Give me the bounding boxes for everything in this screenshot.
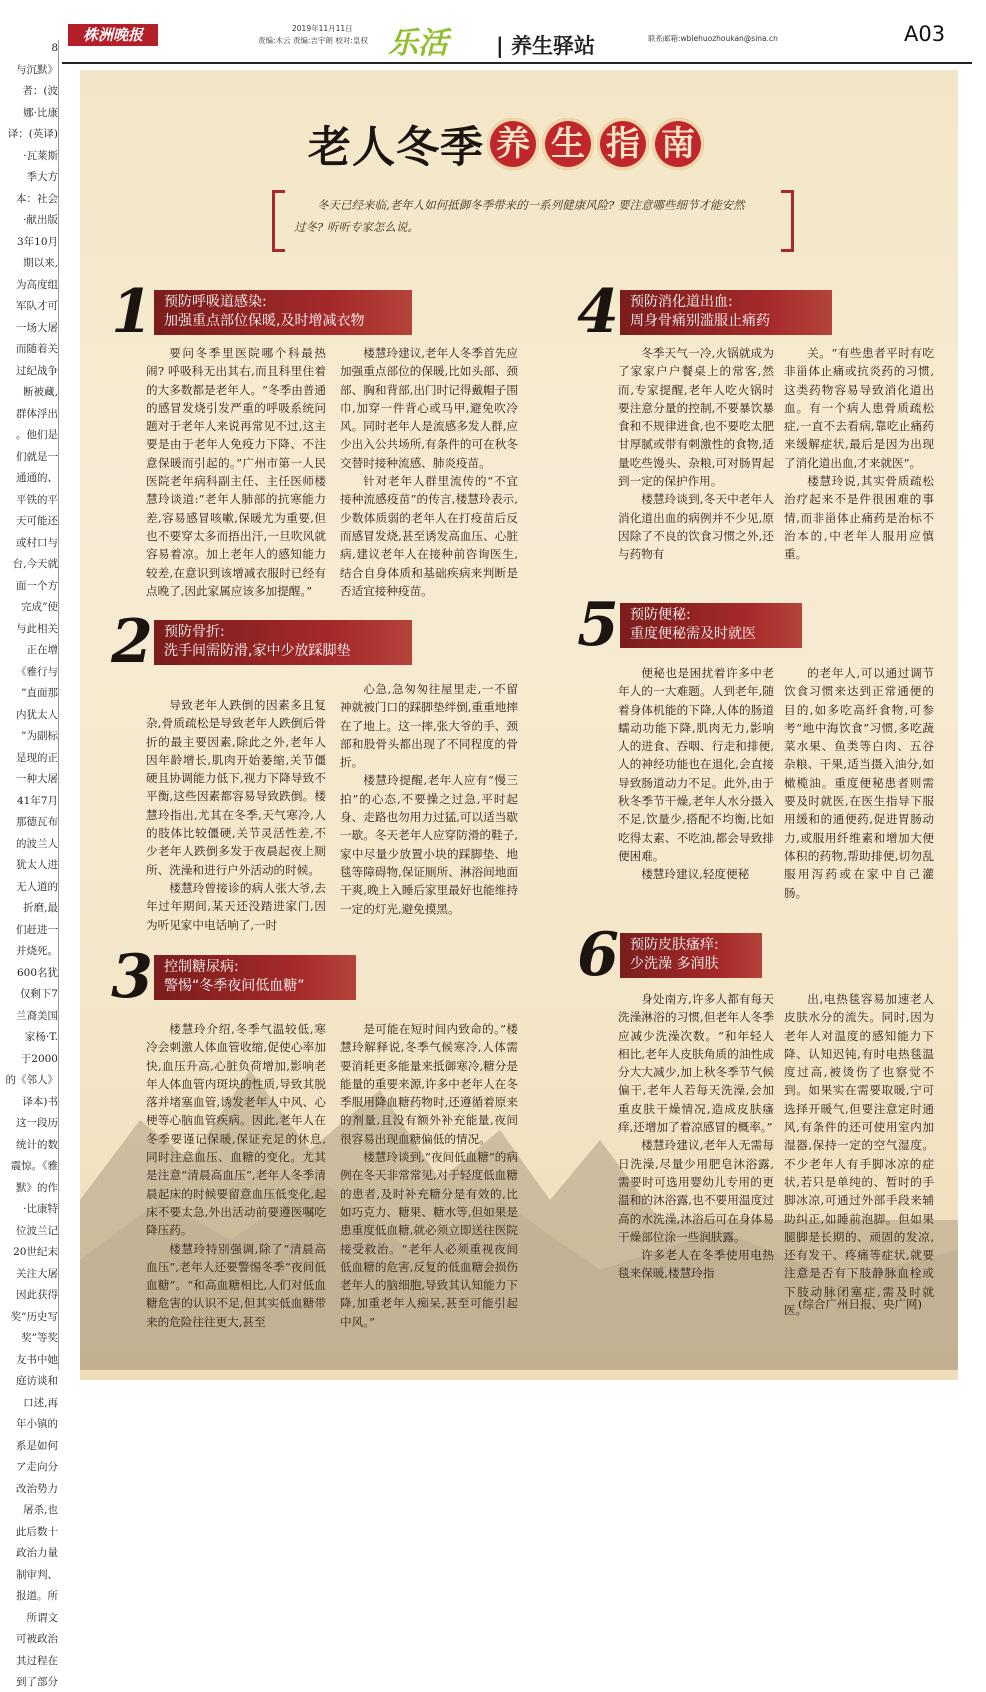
adjacent-page-line: 20世纪末: [13, 1246, 58, 1258]
source-credit: (综合广州日报、央广网): [798, 1297, 922, 1311]
section-title-box: [620, 603, 802, 648]
adjacent-page-line: 台,今天就: [12, 558, 58, 570]
body-paragraph: 楼慧玲曾接诊的病人张大爷,去年过年期间,某天还没踏进家门,因为听见家中电话响了,一时: [146, 880, 326, 932]
headline-seal-char: 南: [652, 118, 704, 170]
adjacent-page-line: 并烧死。: [16, 945, 58, 957]
adjacent-page-line: 面一个方: [16, 579, 58, 592]
section-title-box: [620, 933, 762, 978]
body-paragraph: 便秘也是困扰着许多中老年人的一大难题。人到老年,随着身体机能的下降,人体的肠道蠕动功能下降,肌肉无力,影响人的进食、吞咽、行走和排便,人的神经功能也在退化,会直接导致肠道动力不足。此外,由于秋冬季节干燥,老年人水分摄入不足,饮量少,搭配不均衡,比如吃得太素、不吃油,都会导致排便困难。: [618, 666, 774, 863]
adjacent-page-line: ア走向分: [16, 1461, 58, 1473]
section-subtitle: 加强重点部位保暖,及时增减衣物: [164, 312, 365, 329]
section-number: 6: [577, 920, 619, 990]
section-number: 1: [111, 277, 153, 347]
adjacent-page-line: 震惊。《雅: [10, 1160, 58, 1172]
adjacent-page-line: 可被政治: [16, 1633, 58, 1645]
section-number: 5: [577, 590, 619, 660]
section-number: 2: [111, 607, 153, 677]
section-title: 预防便秘:: [630, 606, 691, 623]
adjacent-page-line: 所谓文: [26, 1611, 58, 1624]
section-2-column-2: [340, 680, 518, 918]
body-paragraph: 楼慧玲说,其实骨质疏松治疗起来不是件很困难的事情,而非甾体止痛药是治标不治本的,中老年人服用应慎重。: [784, 474, 934, 562]
adjacent-page-line: 此后数十: [16, 1525, 58, 1538]
adjacent-page-line: 们就是一: [16, 450, 58, 463]
adjacent-page-line: 屠杀,也: [23, 1504, 58, 1516]
section-4-heading: [576, 277, 832, 347]
adjacent-page-line: 年小镇的: [16, 1418, 58, 1430]
adjacent-page-line: 制审判、: [16, 1568, 58, 1581]
newspaper-logo: 株洲晚报: [68, 24, 158, 46]
adjacent-page-line: 者：(波: [22, 85, 58, 97]
adjacent-page-line: 口述,再: [23, 1396, 58, 1409]
section-subtitle: 洗手间需防滑,家中少放踩脚垫: [164, 642, 351, 659]
section-3-column-2: [340, 1020, 518, 1331]
adjacent-page-line: 友书中她: [16, 1353, 58, 1366]
adjacent-page-line: 兰裔美国: [16, 1009, 58, 1022]
section-5-column-1: [618, 664, 774, 884]
adjacent-page-line: 默》的作: [16, 1181, 58, 1194]
adjacent-page-line: 。他们是: [16, 429, 58, 441]
adjacent-page-line: ”直面那: [21, 687, 58, 699]
adjacent-page-line: 而随着关: [16, 343, 58, 355]
adjacent-page-line: 通通的、: [16, 472, 58, 484]
adjacent-page-line: 正在增: [26, 644, 58, 656]
section-title-box: [154, 620, 412, 665]
adjacent-page-line: 期以来,: [23, 257, 58, 269]
section-subtitle: 警惕“冬季夜间低血糖”: [164, 977, 305, 994]
intro-lede: 冬天已经来临,老年人如何抵御冬季带来的一系列健康风险? 要注意哪些细节才能安然过冬? 听听专家怎么说。: [272, 194, 768, 244]
body-paragraph: 针对老年人群里流传的“不宜接种流感疫苗”的传言,楼慧玲表示,少数体质弱的老年人在打疫苗后反而感冒发烧,甚至诱发高血压、心脏病,建议老年人在接种前咨询医生,结合自身体质和基础疾病来判断是否适宜接种疫苗。: [340, 474, 518, 598]
body-paragraph: 楼慧玲建议,老年人无需每日洗澡,尽量少用肥皂沐浴露,需要时可选用婴幼儿专用的更温和的沐浴露,也不要用温度过高的水洗澡,沐浴后可在身体易干燥部位涂一些润肤露。: [618, 1138, 774, 1244]
body-paragraph: 楼慧玲特别强调,除了“清晨高血压”,老年人还要警惕冬季“夜间低血糖”。“和高血糖相比,人们对低血糖危害的认识不足,但其实低血糖带来的危险往往更大,甚至: [146, 1241, 326, 1329]
section-1-column-1: [146, 344, 326, 600]
headline-text: 老人冬季: [308, 122, 484, 173]
adjacent-page-line: 报道。所: [16, 1590, 58, 1602]
editor-credits: 责编:木云 责编:吉宇朗 校对:皇权: [258, 36, 368, 45]
adjacent-page-line: 的《邻人》: [5, 1074, 58, 1086]
body-paragraph: 楼慧玲谈到,冬天中老年人消化道出血的病例并不少见,原因除了不良的饮食习惯之外,还与药物有: [618, 492, 774, 562]
section-title: 预防消化道出血:: [630, 293, 733, 310]
body-paragraph: 楼慧玲介绍,冬季气温较低,寒冷会刺激人体血管收缩,促使心率加快,血压升高,心脏负荷增加,影响老年人体血管内斑块的性质,导致其脱落并堵塞血管,诱发老年人中风、心梗等心脑血管疾病。因此,老年人在冬季要谨记保暖,保证充足的休息,同时注意血压、血糖的变化。尤其是注意“清晨高血压”,老年人冬季清晨起床的时候要留意血压低变化,起床不要太急,外出活动前要遵医嘱吃降压药。: [146, 1022, 326, 1238]
adjacent-page-line: 600名犹: [16, 966, 58, 979]
adjacent-page-line: 政治力量: [16, 1547, 58, 1559]
section-1-column-2: [340, 344, 518, 600]
adjacent-page-line: 于2000: [20, 1052, 58, 1065]
body-paragraph: 冬季天气一冷,火锅就成为了家家户户餐桌上的常客,然而,专家提醒,老年人吃火锅时要注意分量的控制,不要暴饮暴食和不规律进食,也不要吃太肥甘厚腻或带有刺激性的食物,适量吃些馒头、杂粮,可对肠胃起到一定的保护作用。: [618, 346, 774, 489]
section-title: 控制糖尿病:: [164, 958, 239, 975]
adjacent-page-line: 其过程在: [16, 1654, 58, 1667]
adjacent-page-line: 到了部分: [16, 1676, 58, 1688]
adjacent-page-line: ·比康特: [23, 1203, 58, 1215]
adjacent-page-line: 41年7月: [16, 794, 58, 807]
adjacent-page-line: 断被藏,: [23, 386, 58, 398]
section-title-box: [620, 290, 832, 335]
body-paragraph: 要问冬季里医院哪个科最热闹? 呼吸科无出其右,而且科里住着的大多数都是老年人。“冬季由普通的感冒发烧引发严重的呼吸系统问题对于老年人来说再常见不过,这主要是由于老年人免疫力下降、不注意保暖而引起的。”广州市第一人民医院老年病科副主任、主任医师楼慧玲谈道:“老年人肺部的抗寒能力差,容易感冒咳嗽,保暖尤为重要,但也不要穿太多而捂出汗,一旦吹风就容易着凉。加上老年人的感知能力较差,在意识到该增减衣服时已经有点晚了,因此家属应该多加提醒。”: [146, 346, 326, 598]
adjacent-page-line: 完成”使: [21, 601, 58, 613]
section-3-heading: [110, 942, 356, 1012]
body-paragraph: 楼慧玲提醒,老年人应有“慢三拍”的心态,不要操之过急,平时起身、走路也勿用力过猛,可以适当歇一歇。冬天老年人应穿防滑的鞋子,家中尽量少放置小块的踩脚垫、地毯等障碍物,保证厕所、淋浴间地面干爽,晚上入睡后家里最好也能维持一定的灯光,避免摸黑。: [340, 773, 518, 916]
adjacent-page-text-column: [0, 40, 59, 1688]
section-5-column-2: [784, 664, 934, 902]
body-paragraph: 出,电热毯容易加速老人皮肤水分的流失。同时,因为老年人对温度的感知能力下降、认知迟钝,有时电热毯温度过高,被烫伤了也察觉不到。如果实在需要取暖,宁可选择开暖气,但要注意定时通风,有条件的还可使用室内加湿器,保持一定的空气湿度。不少老年人有手脚冰凉的症状,若只是单纯的、暂时的手脚冰凉,可通过外部手段来辅助纠正,如睡前泡脚。但如果腿脚是长期的、顽固的发凉,还有发干、疼痛等症状,就要注意是否有下肢静脉血栓或下肢动脉闭塞症,需及时就医。: [784, 992, 934, 1318]
body-paragraph: 关。“有些患者平时有吃非甾体止痛或抗炎药的习惯,这类药物容易导致消化道出血。有一个病人患骨质疏松症,一直不去看病,靠吃止痛药来缓解症状,最后是因为出现了消化道出血,才来就医”。: [784, 346, 934, 470]
section-2-column-1: [146, 696, 326, 934]
body-paragraph: 的老年人,可以通过调节饮食习惯来达到正常通便的目的,如多吃高纤食物,可参考“地中海饮食”习惯,多吃蔬菜水果、鱼类等白肉、五谷杂粮、干果,适当摄入油分,如橄榄油。重度便秘患者则需要及时就医,在医生指导下服用缓和的通便药,促进胃肠动力,或服用纤维素和增加大便体积的药物,帮助排便,切勿乱服用泻药或在家中自己灌肠。: [784, 666, 934, 900]
section-6-column-2: [784, 990, 934, 1319]
section-6-heading: [576, 920, 762, 990]
adjacent-page-line: 军队才可: [16, 300, 58, 312]
adjacent-page-line: 的波兰人: [16, 837, 58, 850]
section-title-box: [154, 290, 412, 335]
adjacent-page-line: ”为副标: [21, 730, 58, 742]
adjacent-page-line: 们赶进一: [16, 923, 58, 936]
section-5-heading: [576, 590, 802, 660]
adjacent-page-line: 或村口与: [16, 536, 58, 549]
adjacent-page-line: 庭访谈和: [16, 1375, 58, 1387]
adjacent-page-line: 与此相关: [16, 622, 58, 635]
body-paragraph: 楼慧玲建议,老年人冬季首先应加强重点部位的保暖,比如头部、颈部、胸和背部,出门时记得戴帽子围巾,加穿一件背心或马甲,避免吹冷风。同时老年人是流感多发人群,应少出入公共场所,有条件的可在秋冬交替时接种流感、肺炎疫苗。: [340, 346, 518, 470]
adjacent-page-line: 位波兰记: [16, 1224, 58, 1237]
adjacent-page-line: 与沉默》: [16, 63, 58, 76]
column-name: | 养生驿站: [496, 34, 595, 58]
adjacent-page-line: 译：(英译): [7, 128, 58, 140]
contact-email: 联系邮箱:wblehuozhoukan@sina.cn: [648, 34, 778, 43]
section-3-column-1: [146, 1020, 326, 1331]
page-number: A03: [904, 22, 946, 46]
adjacent-page-line: 天可能还: [16, 515, 58, 527]
issue-date: 2019年11月11日: [292, 24, 353, 33]
adjacent-page-line: 折磨,最: [23, 902, 58, 914]
adjacent-page-line: 奖”等奖: [21, 1332, 58, 1344]
section-subtitle: 周身骨痛别滥服止痛药: [630, 312, 770, 329]
adjacent-page-line: 犹太人进: [16, 859, 58, 871]
section-subtitle: 少洗澡 多润肤: [630, 955, 719, 972]
body-paragraph: 楼慧玲建议,轻度便秘: [641, 867, 750, 882]
body-paragraph: 身处南方,许多人都有每天洗澡淋浴的习惯,但老年人冬季应减少洗澡次数。“和年轻人相比,老年人皮肤角质的油性成分大大减少,加上秋冬季节气候偏干,老年人若每天洗澡,会加重皮肤干燥情况,造成皮肤瘙痒,还增加了着凉感冒的概率。”: [618, 992, 774, 1135]
adjacent-page-line: ·献出版: [23, 214, 58, 226]
adjacent-page-line: 《雅行与: [16, 665, 58, 678]
body-paragraph: 许多老人在冬季使用电热毯来保暖,楼慧玲指: [618, 1248, 774, 1281]
section-title: 预防皮肤瘙痒:: [630, 936, 719, 953]
adjacent-page-line: 仅剩下7: [19, 988, 58, 1000]
body-paragraph: 导致老年人跌倒的因素多且复杂,骨质疏松是导致老年人跌倒后骨折的最主要因素,除此之外,老年人因年龄增长,肌肉开始萎缩,关节僵硬且协调能力低下,视力下降导致不平衡,这些因素都容易导致跌倒。楼慧玲指出,尤其在冬季,天气寒冷,人的肢体比较僵硬,关节灵活性差,不少老年人跌倒多发于夜晨起夜上厕所、洗澡和进行户外活动的时候。: [146, 698, 326, 877]
section-number: 4: [577, 277, 619, 347]
adjacent-page-line: 译本)书: [22, 1095, 58, 1108]
headline: [308, 112, 704, 176]
section-6-column-1: [618, 990, 774, 1283]
adjacent-page-line: 过纪战争: [16, 364, 58, 377]
section-title: 预防呼吸道感染:: [164, 293, 267, 310]
adjacent-page-line: 平铁的平: [16, 493, 58, 506]
adjacent-page-line: 3年10月: [16, 235, 58, 248]
section-2-heading: [110, 607, 412, 677]
column-logo: 乐活: [388, 26, 448, 61]
adjacent-page-line: 是现的正: [16, 751, 58, 764]
adjacent-page-line: 因此获得: [16, 1289, 58, 1301]
headline-seal-char: 指: [597, 118, 649, 170]
adjacent-page-line: 群体浮出: [16, 407, 58, 420]
adjacent-page-line: 家杨·T.: [24, 1031, 58, 1043]
adjacent-page-line: 统计的数: [16, 1138, 58, 1151]
adjacent-page-line: 8: [51, 42, 58, 54]
section-1-heading: [110, 277, 412, 347]
section-4-column-1: [618, 344, 774, 564]
body-paragraph: 是可能在短时间内致命的。”楼慧玲解释说,冬季气候寒冷,人体需要消耗更多能量来抵御寒冷,糖分是能量的重要来源,许多中老年人在冬季服用降血糖药物时,还遵循着原来的剂量,且没有额外补充能量,夜间很容易出现血糖偏低的情况。: [340, 1022, 518, 1146]
section-4-column-2: [784, 344, 934, 564]
column-name-text: 养生驿站: [510, 34, 595, 58]
adjacent-page-line: 内犹太人: [16, 708, 58, 721]
adjacent-page-line: ·瓦莱斯: [23, 149, 58, 162]
adjacent-page-line: 无人道的: [16, 880, 58, 893]
section-number: 3: [111, 942, 153, 1012]
headline-seal-char: 养: [487, 118, 539, 170]
adjacent-page-line: 一场大屠: [16, 321, 58, 334]
adjacent-page-line: 那德瓦布: [16, 816, 58, 828]
adjacent-page-line: 本：社会: [16, 192, 58, 205]
section-title: 预防骨折:: [164, 623, 225, 640]
adjacent-page-line: 这一段历: [16, 1117, 58, 1129]
adjacent-page-line: 季大方: [26, 171, 58, 183]
adjacent-page-line: 一种大屠: [16, 773, 58, 785]
adjacent-page-line: 娜·比康: [23, 106, 58, 119]
adjacent-page-line: 奖”历史写: [10, 1310, 58, 1323]
headline-seal-char: 生: [542, 118, 594, 170]
adjacent-page-line: 关注大屠: [16, 1267, 58, 1280]
section-subtitle: 重度便秘需及时就医: [630, 625, 756, 642]
body-paragraph: 楼慧玲谈到,“夜间低血糖”的病例在冬天非常常见,对于轻度低血糖的患者,及时补充糖分是有效的,比如巧克力、糖果、糖水等,但如果是患重度低血糖,就必须立即送往医院接受救治。“老年人必须重视夜间低血糖的危害,反复的低血糖会损伤老年人的脑细胞,导致其认知能力下降,加重老年人痴呆,甚至可能引起中风。”: [340, 1150, 518, 1329]
adjacent-page-line: 为高度组: [16, 278, 58, 291]
adjacent-page-line: 改治势力: [16, 1482, 58, 1495]
adjacent-page-line: 系是如何: [16, 1439, 58, 1452]
body-paragraph: 心急,急匆匆往屋里走,一不留神就被门口的踩脚垫绊倒,重重地摔在了地上。这一摔,张大爷的手、颈部和股骨头都出现了不同程度的骨折。: [340, 682, 518, 770]
section-title-box: [154, 955, 356, 1000]
